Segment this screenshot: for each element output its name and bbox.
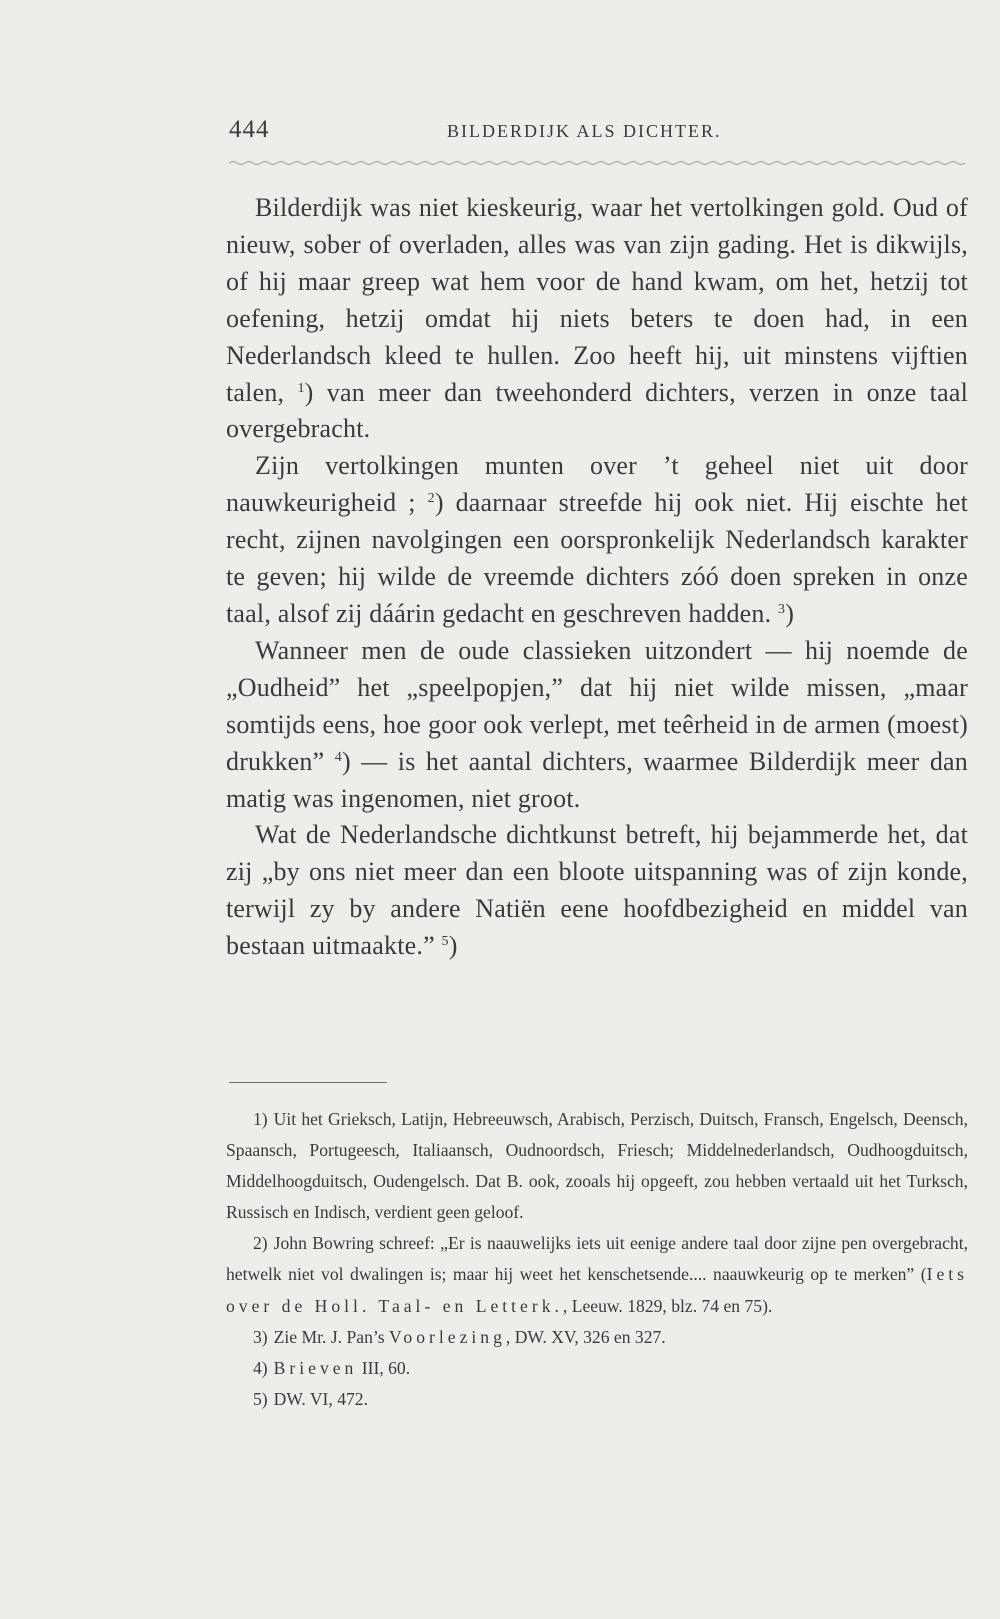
footnote-5-number: 5) — [253, 1388, 268, 1409]
paragraph-3-text-b: ) — is het aantal dichters, waarmee Bilderdijk meer dan matig was ingenomen, niet groot. — [226, 746, 969, 813]
footnote-4 — [226, 1353, 968, 1384]
footnote-4-title: Brieven — [273, 1357, 358, 1378]
footnote-ref-3: 3 — [778, 601, 786, 617]
paragraph-2-text-c: ) — [785, 598, 795, 628]
footnotes — [226, 1104, 968, 1415]
header-wavy-rule — [229, 160, 966, 166]
footnote-ref-2: 2 — [427, 491, 435, 507]
footnote-3-title: Voorlezing — [389, 1326, 506, 1347]
footnote-3 — [226, 1322, 968, 1353]
footnote-1-number: 1) — [253, 1109, 268, 1129]
footnote-4-text: III, 60. — [357, 1357, 411, 1378]
paragraph-2-text-a: Zijn vertolkingen munten over ’t geheel niet uit door nauwkeurigheid ; — [226, 451, 968, 518]
footnote-ref-1: 1 — [297, 380, 305, 396]
page-number: 444 — [229, 116, 270, 143]
body-text — [226, 190, 968, 965]
footnote-3-text-b: , DW. XV, 326 en 327. — [505, 1326, 666, 1347]
footnote-1-text: Uit het Grieksch, Latijn, Hebreeuwsch, Arabisch, Perzisch, Duitsch, Fransch, Engelsch, Deensch, Spaansch, Portugeesch, Italiaansch, Oudnoordsch, Friesch; Middelnederlandsch, Oudhoogduitsch, Middelhoogduitsch, Oudengelsch. Dat B. ook, zooals hij opgeeft, zou hebben vertaald uit het Turksch, Russisch en Indisch, verdient geen geloof. — [226, 1109, 968, 1223]
paragraph-1 — [226, 190, 968, 448]
paragraph-3 — [226, 633, 968, 818]
page-header — [229, 116, 966, 150]
paragraph-4 — [226, 817, 968, 965]
footnote-4-number: 4) — [253, 1357, 268, 1378]
footnote-2-text-b: , Leeuw. 1829, blz. 74 en 75). — [562, 1295, 773, 1316]
footnote-2 — [226, 1228, 968, 1321]
footnote-2-number: 2) — [253, 1233, 268, 1254]
footnote-5-text: DW. VI, 472. — [273, 1388, 368, 1409]
paragraph-1-text-b: ) van meer dan tweehonderd dichters, verzen in onze taal overgebracht. — [226, 377, 969, 444]
footnote-3-text-a: Zie Mr. J. Pan’s — [273, 1326, 389, 1347]
footnote-ref-5: 5 — [441, 934, 449, 950]
footnote-separator — [229, 1082, 387, 1083]
paragraph-3-text-a: Wanneer men de oude classieken uitzondert — hij noemde de „Oudheid” het „speelpopjen,” dat hij niet wilde missen, „maar somtijds eens, hoe goor ook verlept, met teêrheid in de armen (moest) drukken” — [226, 635, 968, 776]
running-title: BILDERDIJK ALS DICHTER. — [447, 121, 722, 141]
footnote-5 — [226, 1384, 968, 1415]
paragraph-2 — [226, 448, 968, 633]
footnote-1 — [226, 1104, 968, 1228]
footnote-ref-4: 4 — [334, 749, 342, 765]
paragraph-1-text-a: Bilderdijk was niet kieskeurig, waar het vertolkingen gold. Oud of nieuw, sober of overladen, alles was van zijn gading. Het is dikwijls, of hij maar greep wat hem voor de hand kwam, om het, hetzij tot oefening, hetzij omdat hij niets beters te doen had, in een Nederlandsch kleed te hullen. Zoo heeft hij, uit minstens vijftien talen, — [226, 193, 968, 407]
paragraph-4-text-a: Wat de Nederlandsche dichtkunst betreft, hij bejammerde het, dat zij „by ons niet meer dan een bloote uitspanning was of zijn konde, terwijl zy by andere Natiën eene hoofdbezigheid en middel van bestaan uitmaakte.” — [226, 820, 968, 961]
paragraph-2-text-b: ) daarnaar streefde hij ook niet. Hij eischte het recht, zijnen navolgingen een oorspronkelijk Nederlandsch karakter te geven; hij wilde de vreemde dichters zóó doen spreken in onze taal, alsof zij dáárin gedacht en geschreven hadden. — [226, 488, 968, 628]
footnote-3-number: 3) — [253, 1326, 268, 1347]
footnote-2-text-a: John Bowring schreef: „Er is naauwelijks iets uit eenige andere taal door zijne pen overgebracht, hetwelk niet vol dwalingen is; maar hij weet het kenschetsende.... naauwkeurig op te merken” ( — [226, 1233, 968, 1285]
paragraph-4-text-b: ) — [448, 931, 458, 961]
footnote-2-title: Iets over de Holl. Taal- en Letterk. — [226, 1264, 968, 1316]
